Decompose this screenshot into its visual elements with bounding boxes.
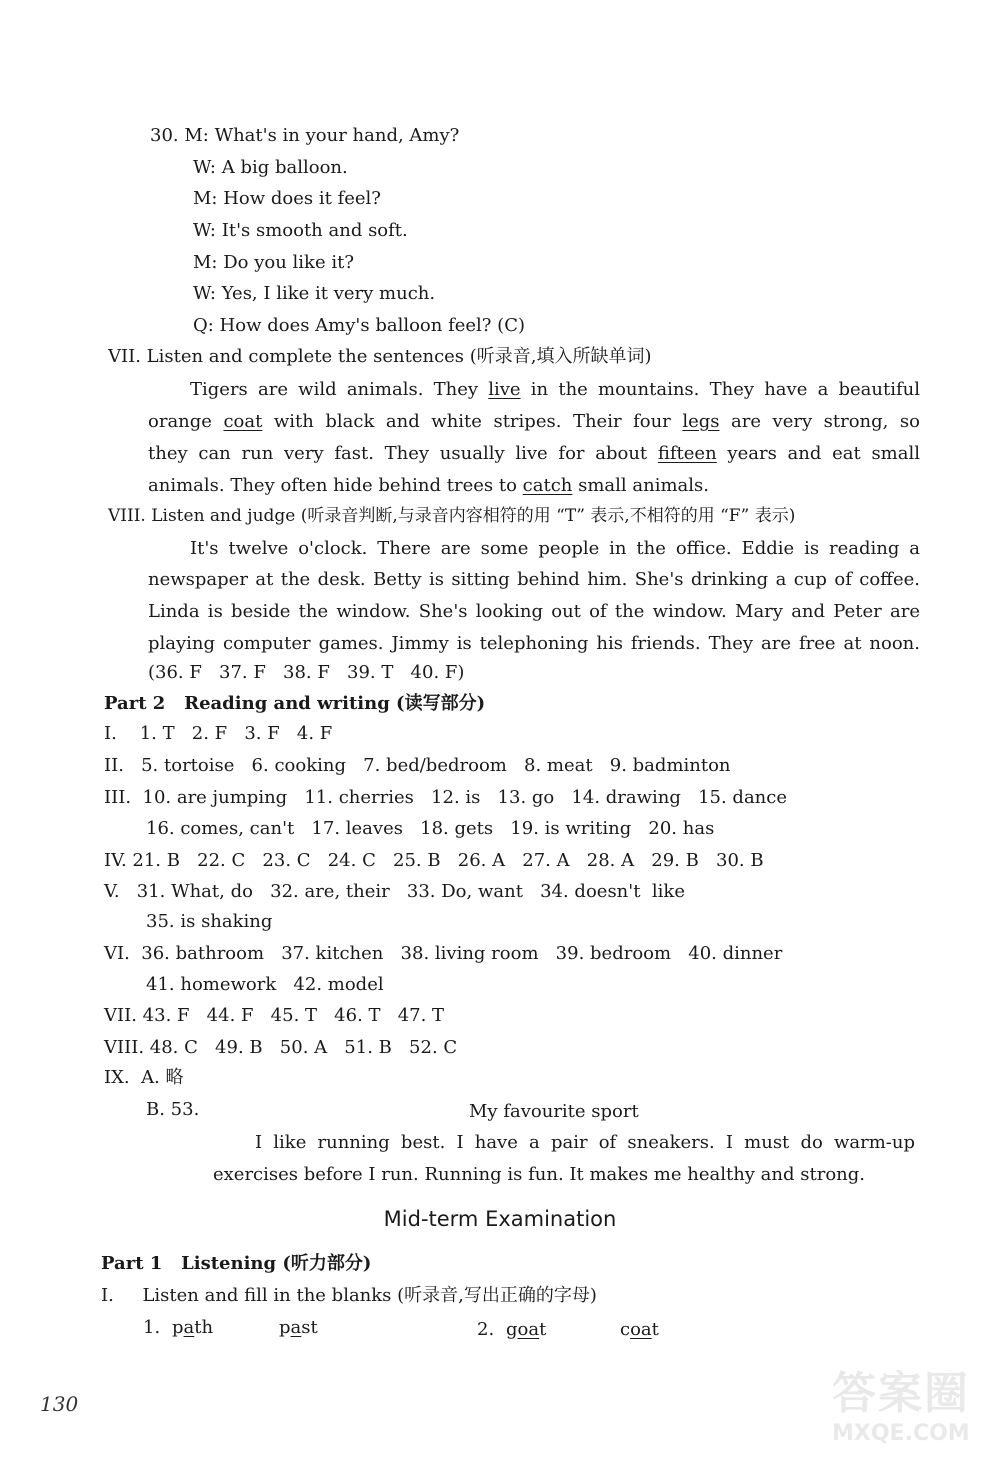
question-number: 1. xyxy=(143,1317,161,1338)
answer-word: live xyxy=(488,379,521,400)
passage-line: they can run very fast. They usually live for about fifteen years and eat small xyxy=(148,443,920,464)
dialogue-line: 30. M: What's in your hand, Amy? xyxy=(150,125,460,146)
page-title: Mid-term Examination xyxy=(383,1207,617,1231)
passage-line: animals. They often hide behind trees to catch small animals. xyxy=(148,475,709,496)
watermark-text: 答案圈 xyxy=(832,1368,970,1419)
word-coat: coat xyxy=(620,1319,659,1340)
answer-word: catch xyxy=(522,475,573,496)
answer-word: fifteen xyxy=(657,443,717,464)
section-viii-heading: VIII. Listen and judge (听录音判断,与录音内容相符的用 “T” 表示,不相符的用 “F” 表示) xyxy=(108,506,796,526)
answer-row: 35. is shaking xyxy=(146,911,273,932)
answer-row: IX. A. 略 xyxy=(104,1067,184,1088)
dialogue-line: M: Do you like it? xyxy=(193,252,354,273)
answer-row: 16. comes, can't 17. leaves 18. gets 19. is writing 20. has xyxy=(146,818,715,839)
word-past: past xyxy=(279,1317,318,1338)
dialogue-line: M: How does it feel? xyxy=(193,188,381,209)
answer-row: I. 1. T 2. F 3. F 4. F xyxy=(104,723,333,744)
answer-word: coat xyxy=(223,411,263,432)
dialogue-line: W: A big balloon. xyxy=(193,157,348,178)
answer-word: legs xyxy=(682,411,720,432)
passage-line: Tigers are wild animals. They live in the mountains. They have a beautiful xyxy=(190,379,920,400)
essay-line: I like running best. I have a pair of sneakers. I must do warm-up xyxy=(255,1132,915,1153)
essay-line: exercises before I run. Running is fun. It makes me healthy and strong. xyxy=(213,1164,865,1185)
watermark-logo xyxy=(832,1357,992,1457)
watermark-url: MXQE.COM xyxy=(832,1421,970,1446)
passage-line: It's twelve o'clock. There are some people in the office. Eddie is reading a xyxy=(190,538,920,559)
section-vii-heading: VII. Listen and complete the sentences (听录音,填入所缺单词) xyxy=(108,346,652,367)
question-number: 2. xyxy=(477,1319,495,1340)
passage-line: orange coat with black and white stripes. Their four legs are very strong, so xyxy=(148,411,920,432)
answer-row: IV. 21. B 22. C 23. C 24. C 25. B 26. A 27. A 28. A 29. B 30. B xyxy=(104,850,764,871)
passage-line: Linda is beside the window. She's looking out of the window. Mary and Peter are xyxy=(148,601,920,622)
dialogue-line: W: It's smooth and soft. xyxy=(193,220,408,241)
answer-row: 41. homework 42. model xyxy=(146,974,384,995)
page-number: 130 xyxy=(40,1392,79,1416)
answer-row: V. 31. What, do 32. are, their 33. Do, want 34. doesn't like xyxy=(104,881,685,902)
answer-row: VII. 43. F 44. F 45. T 46. T 47. T xyxy=(104,1005,445,1026)
essay-title: My favourite sport xyxy=(469,1101,639,1122)
answer-row: VIII. 48. C 49. B 50. A 51. B 52. C xyxy=(104,1037,458,1058)
passage-line: playing computer games. Jimmy is telephoning his friends. They are free at noon. xyxy=(148,633,920,654)
dialogue-question: Q: How does Amy's balloon feel? (C) xyxy=(193,315,525,336)
part2-heading: Part 2 Reading and writing (读写部分) xyxy=(104,693,486,714)
part1-heading: Part 1 Listening (听力部分) xyxy=(101,1253,372,1274)
answer-row: VI. 36. bathroom 37. kitchen 38. living room 39. bedroom 40. dinner xyxy=(104,943,783,964)
answer-row: II. 5. tortoise 6. cooking 7. bed/bedroom 8. meat 9. badminton xyxy=(104,755,731,776)
word-goat: goat xyxy=(506,1319,547,1340)
dialogue-line: W: Yes, I like it very much. xyxy=(193,283,436,304)
word-path: path xyxy=(172,1317,214,1338)
section-i-heading: I. Listen and fill in the blanks (听录音,写出正确的字母) xyxy=(101,1285,597,1306)
answer-row: B. 53. xyxy=(146,1099,200,1120)
answer-row: III. 10. are jumping 11. cherries 12. is 13. go 14. drawing 15. dance xyxy=(104,787,788,808)
passage-line: newspaper at the desk. Betty is sitting behind him. She's drinking a cup of coffee. xyxy=(148,569,920,590)
answers: (36. F 37. F 38. F 39. T 40. F) xyxy=(148,662,465,683)
